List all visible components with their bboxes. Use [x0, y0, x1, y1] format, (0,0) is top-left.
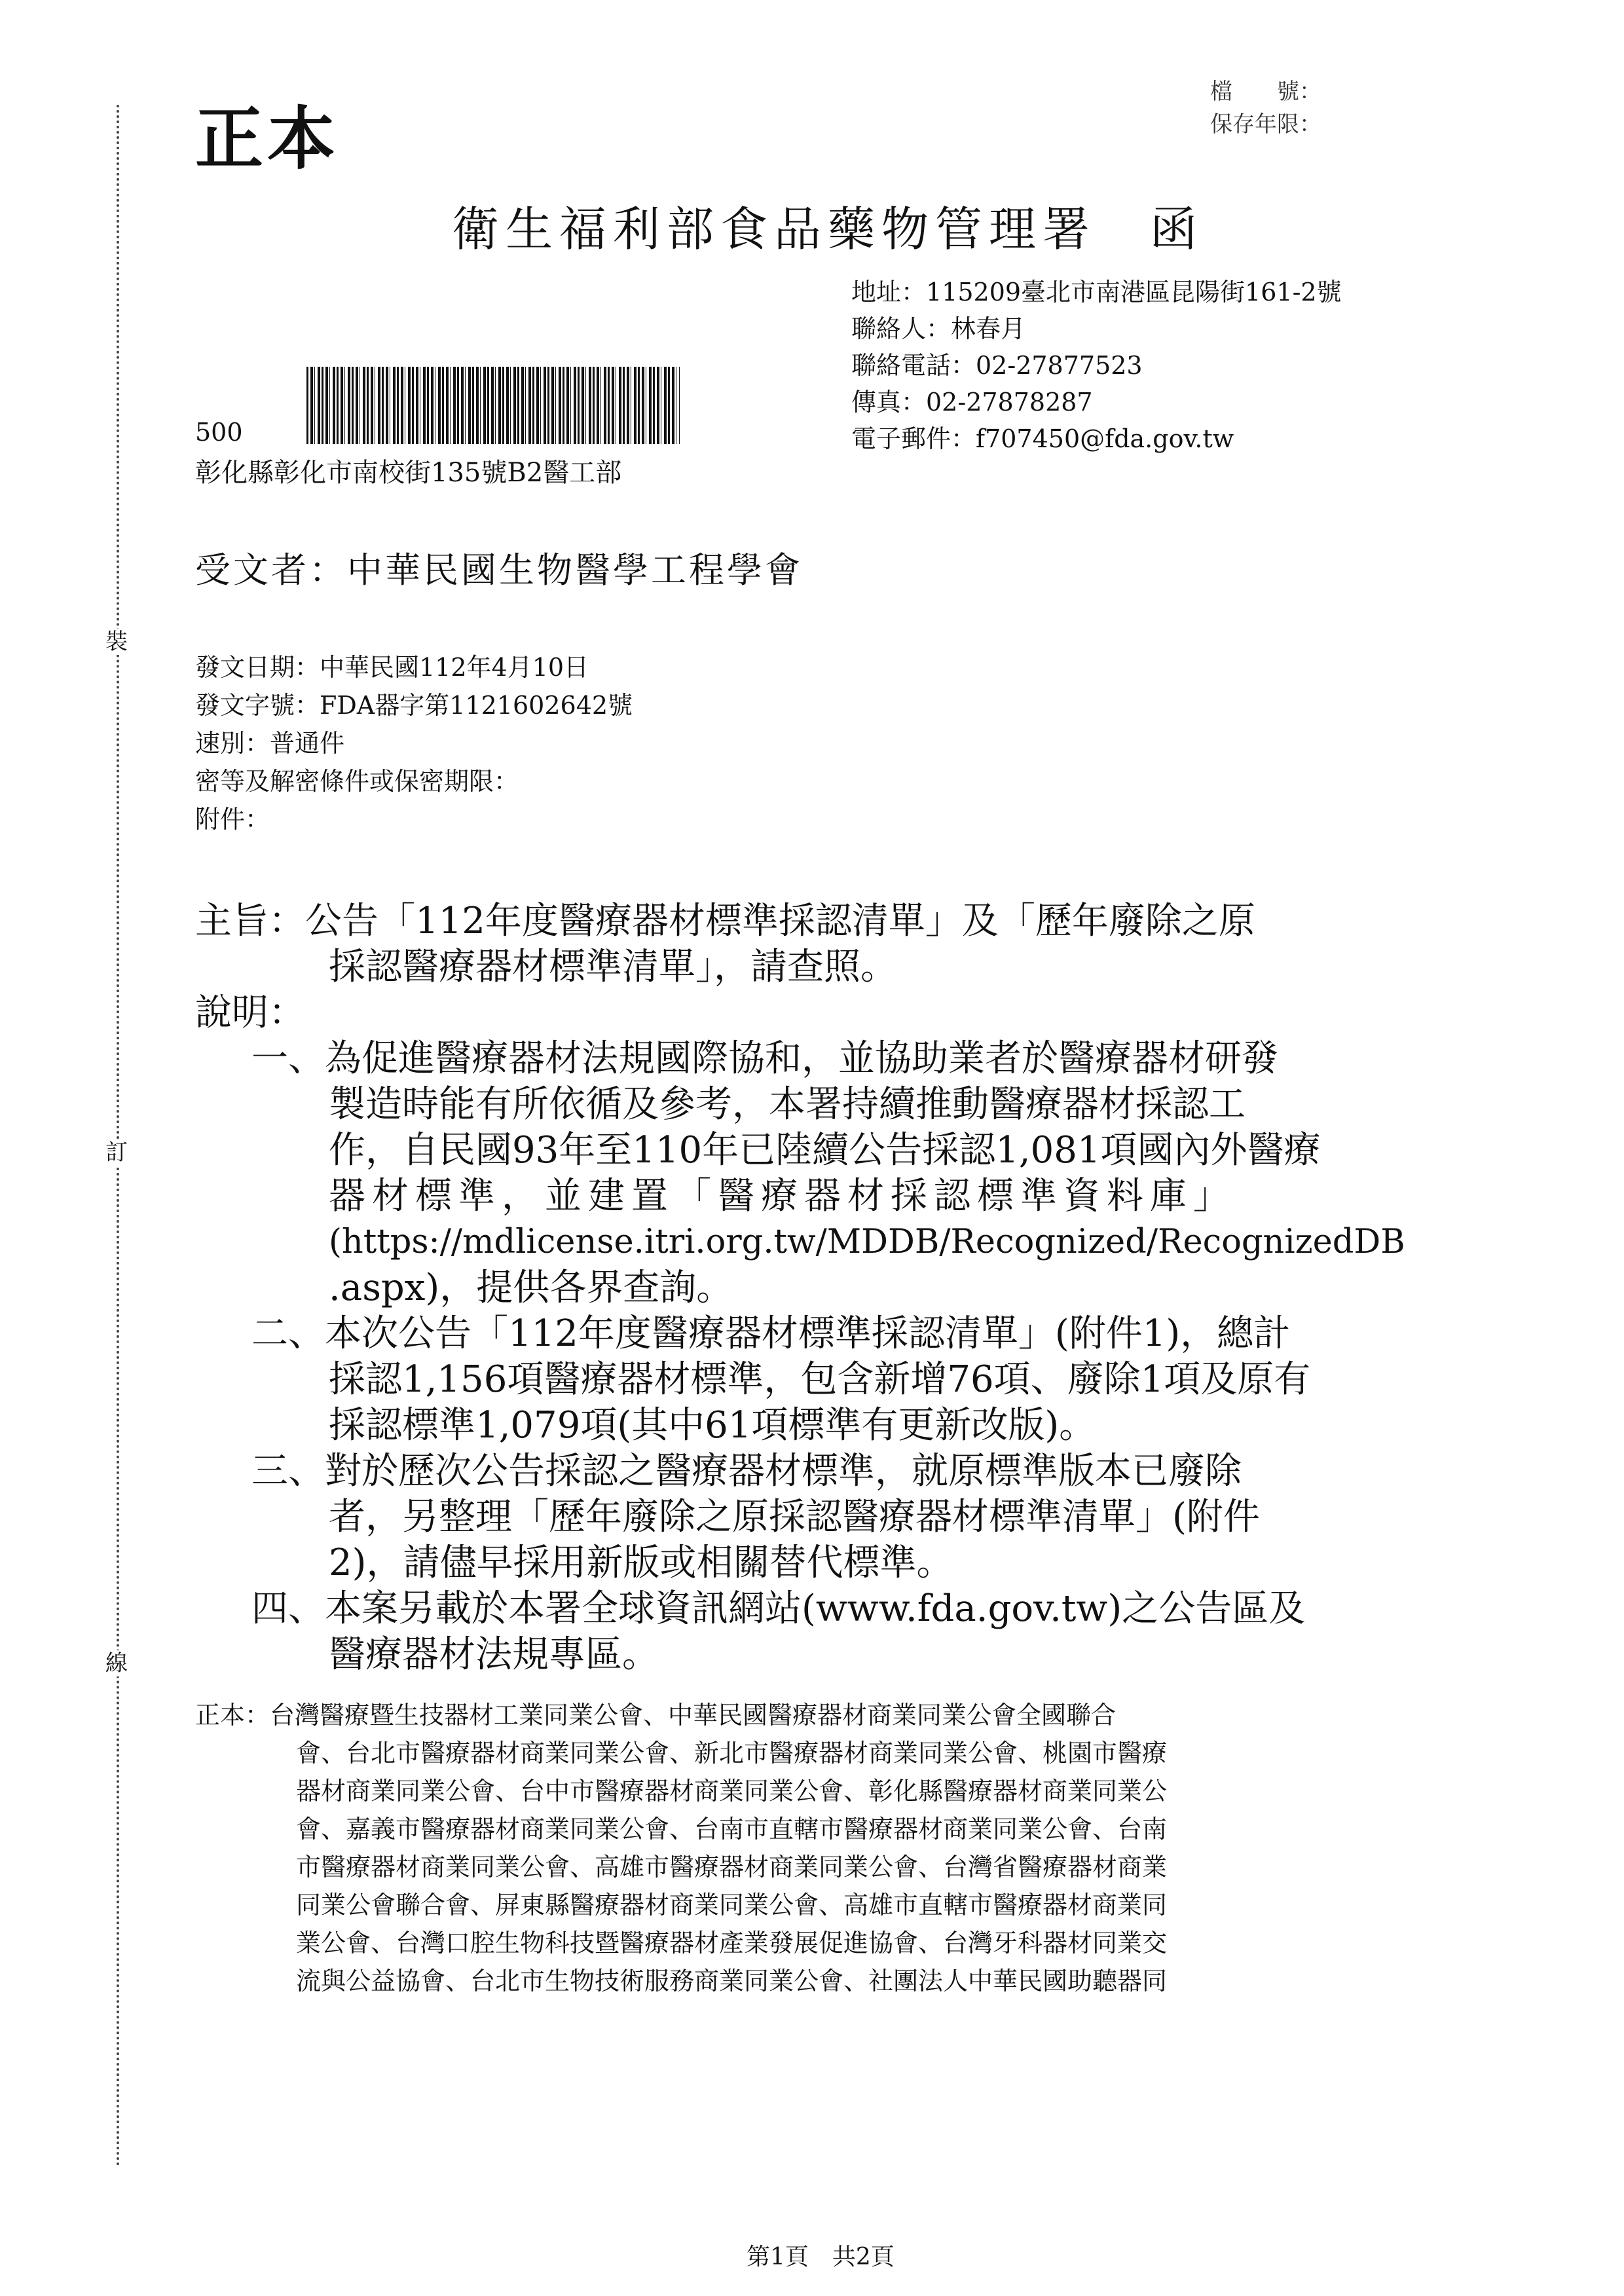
- agency-title: 衛生福利部食品藥物管理署 函: [452, 202, 1204, 257]
- explanation-line: 採認標準1,079項(其中61項標準有更新改版)。: [329, 1404, 1096, 1447]
- subject-line: 採認醫療器材標準清單」，請查照。: [329, 946, 897, 988]
- document-number: 發文字號：FDA器字第1121602642號: [195, 691, 633, 720]
- cc-line: 會、台北市醫療器材商業同業公會、新北市醫療器材商業同業公會、桃園市醫療: [296, 1739, 1168, 1768]
- explanation-line: 三、對於歷次公告採認之醫療器材標準，就原標準版本已廢除: [251, 1450, 1242, 1492]
- explanation-label: 說明：: [195, 991, 305, 1034]
- contact-person: 聯絡人：林春月: [851, 314, 1026, 343]
- retention-period: 保存年限：: [1210, 111, 1321, 138]
- contact-email: 電子郵件：f707450@fda.gov.tw: [851, 424, 1234, 453]
- secrecy-level: 密等及解密條件或保密期限：: [195, 767, 519, 796]
- explanation-line: 醫療器材法規專區。: [329, 1633, 659, 1676]
- binding-line: [117, 105, 119, 2168]
- cc-line: 正本：台灣醫療暨生技器材工業同業公會、中華民國醫療器材商業同業公會全國聯合: [195, 1701, 1116, 1730]
- explanation-line: 採認1,156項醫療器材標準，包含新增76項、廢除1項及原有: [329, 1358, 1311, 1401]
- explanation-line: 作，自民國93年至110年已陸續公告採認1,081項國內外醫療: [329, 1129, 1321, 1172]
- subject-line: 主旨：公告「112年度醫療器材標準採認清單」及「歷年廢除之原: [195, 900, 1255, 942]
- cc-line: 業公會、台灣口腔生物科技暨醫療器材產業發展促進協會、台灣牙科器材同業交: [296, 1929, 1168, 1957]
- cc-line: 器材商業同業公會、台中市醫療器材商業同業公會、彰化縣醫療器材商業同業公: [296, 1777, 1168, 1805]
- explanation-line: 器材標準，並建置「醫療器材採認標準資料庫」: [329, 1175, 1236, 1217]
- mailing-address: 彰化縣彰化市南校街135號B2醫工部: [195, 458, 622, 488]
- file-number: 檔 號：: [1210, 79, 1321, 105]
- cc-line: 市醫療器材商業同業公會、高雄市醫療器材商業同業公會、台灣省醫療器材商業: [296, 1853, 1168, 1881]
- contact-fax: 傳真：02-27878287: [851, 388, 1093, 417]
- cc-line: 會、嘉義市醫療器材商業同業公會、台南市直轄市醫療器材商業同業公會、台南: [296, 1815, 1168, 1843]
- binding-char-ding: 訂: [103, 1139, 130, 1166]
- explanation-line: 四、本案另載於本署全球資訊網站(www.fda.gov.tw)之公告區及: [251, 1587, 1306, 1630]
- explanation-line: 製造時能有所依循及參考，本署持續推動醫療器材採認工: [329, 1083, 1246, 1126]
- binding-char-zhuang: 裝: [103, 629, 130, 655]
- barcode: [306, 367, 680, 444]
- explanation-line: 一、為促進醫療器材法規國際協和，並協助業者於醫療器材研發: [251, 1037, 1278, 1080]
- explanation-line: 二、本次公告「112年度醫療器材標準採認清單」(附件1)，總計: [251, 1312, 1291, 1355]
- contact-address: 地址：115209臺北市南港區昆陽街161-2號: [851, 278, 1342, 306]
- page-number: 第1頁 共2頁: [747, 2244, 895, 2270]
- binding-char-xian: 線: [103, 1650, 130, 1676]
- original-copy-stamp: 正本: [195, 98, 340, 179]
- attachments: 附件：: [195, 805, 270, 834]
- cc-line: 同業公會聯合會、屏東縣醫療器材商業同業公會、高雄市直轄市醫療器材商業同: [296, 1891, 1168, 1919]
- explanation-line: (https://mdlicense.itri.org.tw/MDDB/Recognized/RecognizedDB: [329, 1223, 1405, 1261]
- explanation-line: .aspx)，提供各界查詢。: [329, 1267, 733, 1309]
- explanation-line: 者，另整理「歷年廢除之原採認醫療器材標準清單」(附件: [329, 1496, 1260, 1538]
- delivery-speed: 速別：普通件: [195, 729, 345, 758]
- zip-code: 500: [195, 418, 243, 447]
- cc-line: 流與公益協會、台北市生物技術服務商業同業公會、社團法人中華民國助聽器同: [296, 1967, 1168, 1995]
- issue-date: 發文日期：中華民國112年4月10日: [195, 653, 589, 682]
- contact-phone: 聯絡電話：02-27877523: [851, 351, 1143, 380]
- recipient: 受文者：中華民國生物醫學工程學會: [195, 549, 803, 591]
- explanation-line: 2)，請儘早採用新版或相關替代標準。: [329, 1542, 953, 1584]
